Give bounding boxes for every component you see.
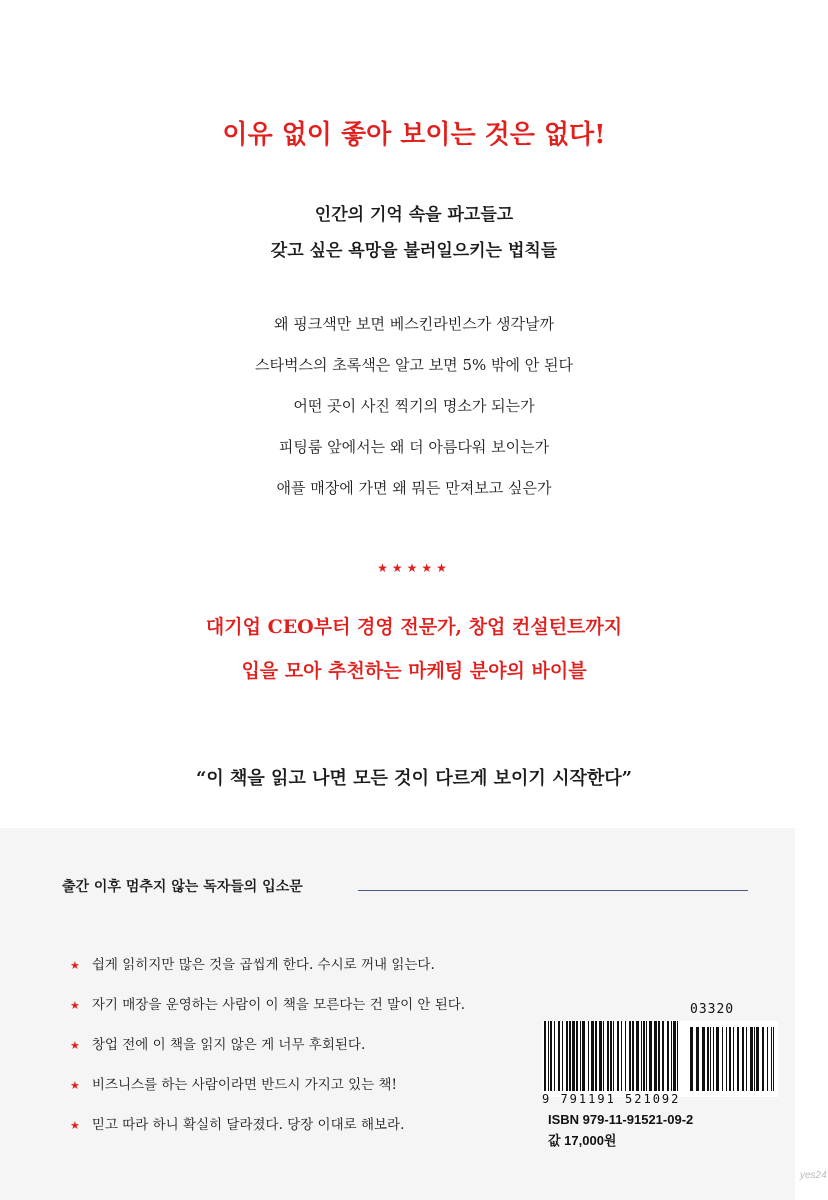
star-icon: ★ [70, 999, 80, 1012]
question-2: 스타벅스의 초록색은 알고 보면 5% 밖에 안 된다 [255, 356, 573, 374]
barcode-addon-bar [716, 1027, 719, 1091]
barcode-addon-bar [773, 1027, 774, 1091]
review-text: 비즈니스를 하는 사람이라면 반드시 가지고 있는 책! [91, 1077, 397, 1093]
barcode-bar [658, 1021, 660, 1091]
barcode-bar [588, 1021, 589, 1091]
subheadline-line-1: 인간의 기억 속을 파고들고 [314, 205, 514, 225]
subheadline-line-2: 갖고 싶은 욕망을 불러일으키는 법칙들 [270, 241, 558, 261]
barcode-bar [654, 1021, 657, 1091]
star-divider: ★★★★★ [377, 561, 451, 575]
review-item [70, 953, 435, 973]
question-4: 피팅룸 앞에서는 왜 더 아름다워 보이는가 [278, 438, 550, 456]
barcode-bar [607, 1021, 609, 1091]
barcode-addon-bar [733, 1027, 734, 1091]
barcode-bar [671, 1021, 672, 1091]
star-icon: ★ [70, 1079, 80, 1092]
reviews-title-rule [358, 890, 748, 891]
barcode-addon-bar [702, 1027, 705, 1091]
review-item [70, 1113, 404, 1133]
question-3: 어떤 곳이 사진 찍기의 명소가 되는가 [293, 397, 535, 415]
barcode-bar [580, 1021, 581, 1091]
barcode-bar [591, 1021, 594, 1091]
barcode-bar [550, 1021, 552, 1091]
barcode-bar [544, 1021, 546, 1091]
barcode-bar [677, 1021, 678, 1091]
barcode-bar [641, 1021, 642, 1091]
barcode-addon-digits: 03320 [690, 1002, 735, 1017]
barcode-bar [603, 1021, 604, 1091]
review-text: 자기 매장을 운영하는 사람이 이 책을 모른다는 건 말이 안 된다. [91, 997, 466, 1013]
review-item [70, 993, 465, 1013]
star-icon: ★ [70, 1039, 80, 1052]
isbn: ISBN 979-11-91521-09-2 [548, 1112, 694, 1127]
review-text: 창업 전에 이 책을 읽지 않은 게 너무 후회된다. [91, 1037, 366, 1053]
barcode-addon-bar [696, 1027, 699, 1091]
watermark-logo: yes24 [800, 1170, 827, 1181]
barcode-bar [576, 1021, 578, 1091]
barcode-bar [548, 1021, 549, 1091]
barcode-bar [667, 1021, 669, 1091]
barcode-bar [646, 1021, 647, 1091]
star-icon: ★ [70, 959, 80, 972]
barcode-addon-bar [707, 1027, 709, 1091]
barcode-addon-bar [726, 1027, 727, 1091]
barcode-addon-bar [742, 1027, 744, 1091]
barcode-bar [582, 1021, 585, 1091]
barcode-addon-bar [771, 1027, 772, 1091]
barcode-bar [558, 1021, 560, 1091]
barcode-bar [636, 1021, 639, 1091]
barcode-bar [572, 1021, 575, 1091]
endorsement-line-2: 입을 모아 추천하는 마케팅 분야의 바이블 [241, 660, 587, 682]
barcode-addon-bar [729, 1027, 731, 1091]
barcode-bar [643, 1021, 645, 1091]
barcode-bars [542, 1021, 778, 1097]
question-1: 왜 핑크색만 보면 베스킨라빈스가 생각날까 [274, 315, 554, 333]
question-5: 애플 매장에 가면 왜 뭐든 만져보고 싶은가 [276, 479, 552, 497]
barcode-bar [595, 1021, 597, 1091]
barcode-addon-bar [767, 1027, 768, 1091]
barcode-bar [599, 1021, 602, 1091]
barcode-addon-bar [746, 1027, 747, 1091]
barcode-addon-bar [737, 1027, 739, 1091]
barcode-bar [617, 1021, 619, 1091]
barcode-bar [632, 1021, 634, 1091]
star-icon: ★ [70, 1119, 80, 1132]
barcode-bar [569, 1021, 571, 1091]
barcode [542, 1021, 778, 1097]
barcode-bar [673, 1021, 676, 1091]
barcode-bar [629, 1021, 631, 1091]
barcode-bar [621, 1021, 622, 1091]
barcode-bar [566, 1021, 568, 1091]
pull-quote: “이 책을 읽고 나면 모든 것이 다르게 보이기 시작한다” [196, 768, 632, 789]
barcode-bar [625, 1021, 626, 1091]
barcode-addon-bar [722, 1027, 723, 1091]
barcode-addon-bar [754, 1027, 755, 1091]
endorsement-line-1: 대기업 CEO부터 경영 전문가, 창업 컨설턴트까지 [205, 616, 623, 638]
barcode-addon-bar [713, 1027, 714, 1091]
barcode-bar [649, 1021, 652, 1091]
barcode-digits: 9 791191 521092 [542, 1092, 681, 1106]
barcode-bar [613, 1021, 614, 1091]
headline: 이유 없이 좋아 보이는 것은 없다! [222, 120, 606, 150]
reviews-title: 출간 이후 멈추지 않는 독자들의 입소문 [62, 879, 303, 895]
barcode-addon-bar [756, 1027, 759, 1091]
review-text: 쉽게 읽히지만 많은 것을 곱씹게 한다. 수시로 꺼내 읽는다. [91, 957, 435, 973]
barcode-bar [610, 1021, 612, 1091]
review-item [70, 1033, 365, 1053]
barcode-addon-bar [690, 1027, 693, 1091]
barcode-bar [562, 1021, 563, 1091]
price: 값 17,000원 [548, 1133, 617, 1148]
barcode-addon-bar [762, 1027, 764, 1091]
barcode-addon-bar [750, 1027, 753, 1091]
review-item [70, 1073, 397, 1093]
barcode-bar [662, 1021, 664, 1091]
barcode-addon-bar [710, 1027, 711, 1091]
barcode-bar [554, 1021, 555, 1091]
review-text: 믿고 따라 하니 확실히 달라졌다. 당장 이대로 해보라. [91, 1117, 405, 1133]
